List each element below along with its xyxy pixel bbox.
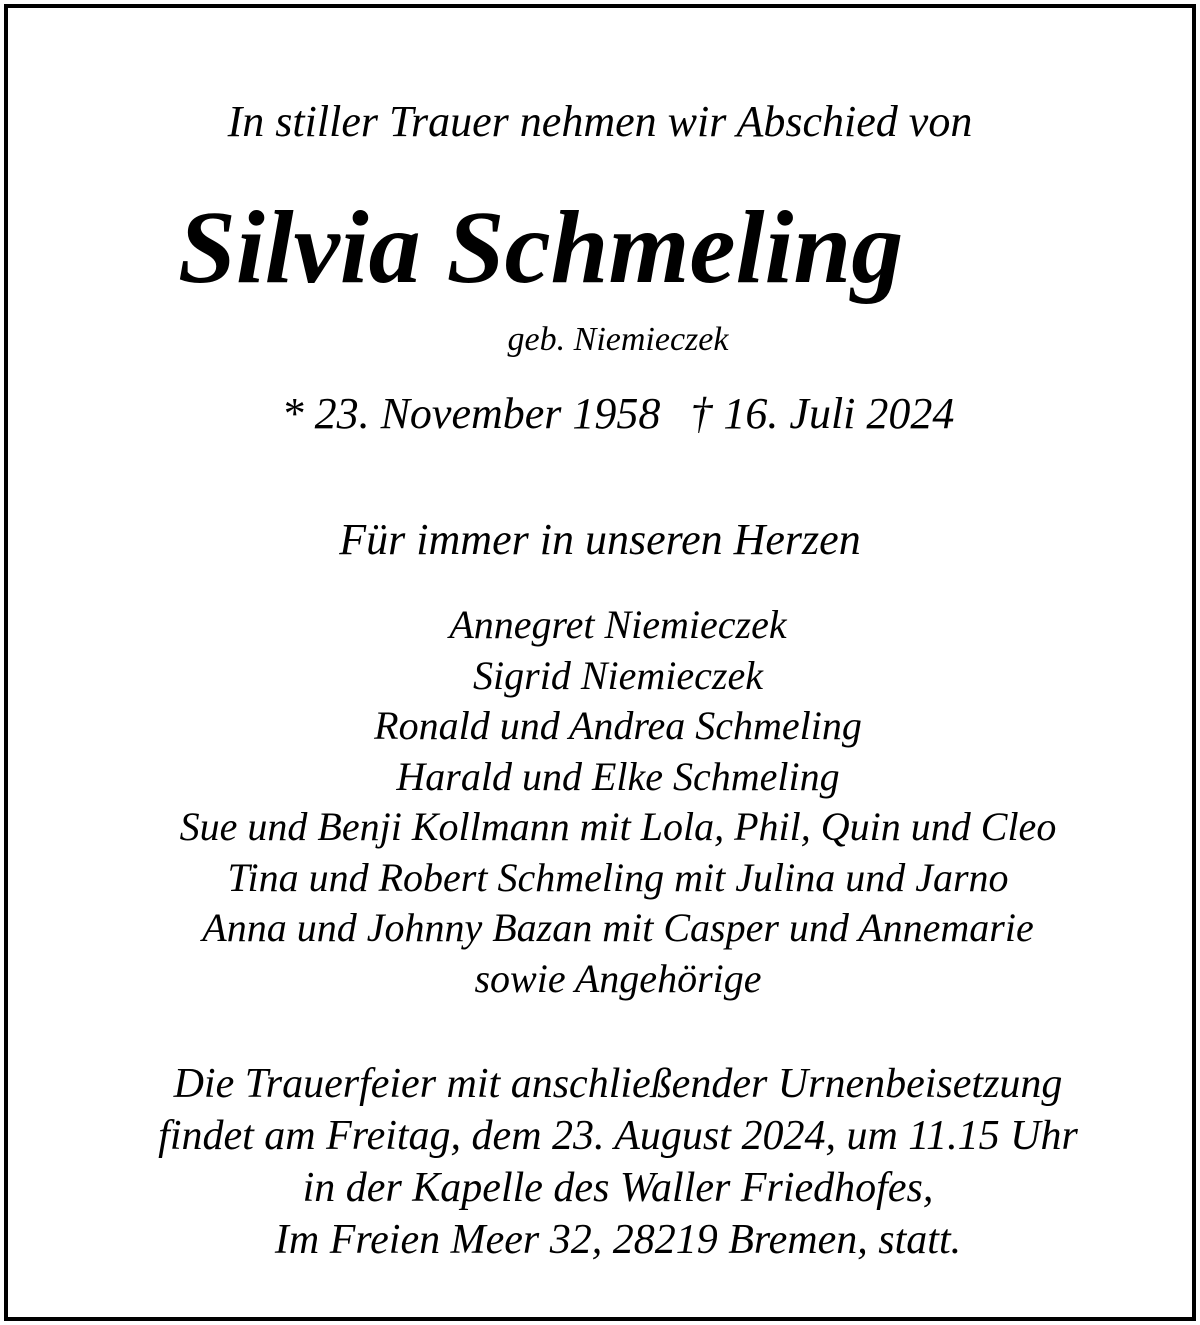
deceased-name: Silvia Schmeling <box>178 190 904 305</box>
mourner-line: Tina und Robert Schmeling mit Julina und Jarno <box>227 854 1009 900</box>
mourner-line: Annegret Niemieczek <box>449 602 787 647</box>
mourner-line: sowie Angehörige <box>474 955 762 1001</box>
ceremony-line: Im Freien Meer 32, 28219 Bremen, statt. <box>274 1217 962 1263</box>
life-dates <box>0 386 1200 442</box>
intro-text: In stiller Trauer nehmen wir Abschied von <box>227 97 973 146</box>
mourner-line: Sigrid Niemieczek <box>473 652 763 698</box>
ceremony-details <box>0 1058 1200 1266</box>
mourners-list <box>0 600 1200 1004</box>
mourner-line: Sue und Benji Kollmann mit Lola, Phil, Quin und Cleo <box>179 804 1057 849</box>
mourner-line: Anna und Johnny Bazan mit Casper und Annemarie <box>202 905 1034 950</box>
motto-text: Für immer in unseren Herzen <box>339 515 861 564</box>
ceremony-line: findet am Freitag, dem 23. August 2024, um 11.15 Uhr <box>158 1113 1078 1159</box>
death-date: † 16. Juli 2024 <box>690 389 955 438</box>
ceremony-line: in der Kapelle des Waller Friedhofes, <box>302 1165 934 1211</box>
mourner-line: Harald und Elke Schmeling <box>396 753 840 799</box>
mourner-line: Ronald und Andrea Schmeling <box>374 703 862 748</box>
ceremony-line: Die Trauerfeier mit anschließender Urnenbeisetzung <box>173 1061 1063 1107</box>
maiden-name: geb. Niemieczek <box>507 321 729 358</box>
birth-date: * 23. November 1958 <box>281 389 661 438</box>
